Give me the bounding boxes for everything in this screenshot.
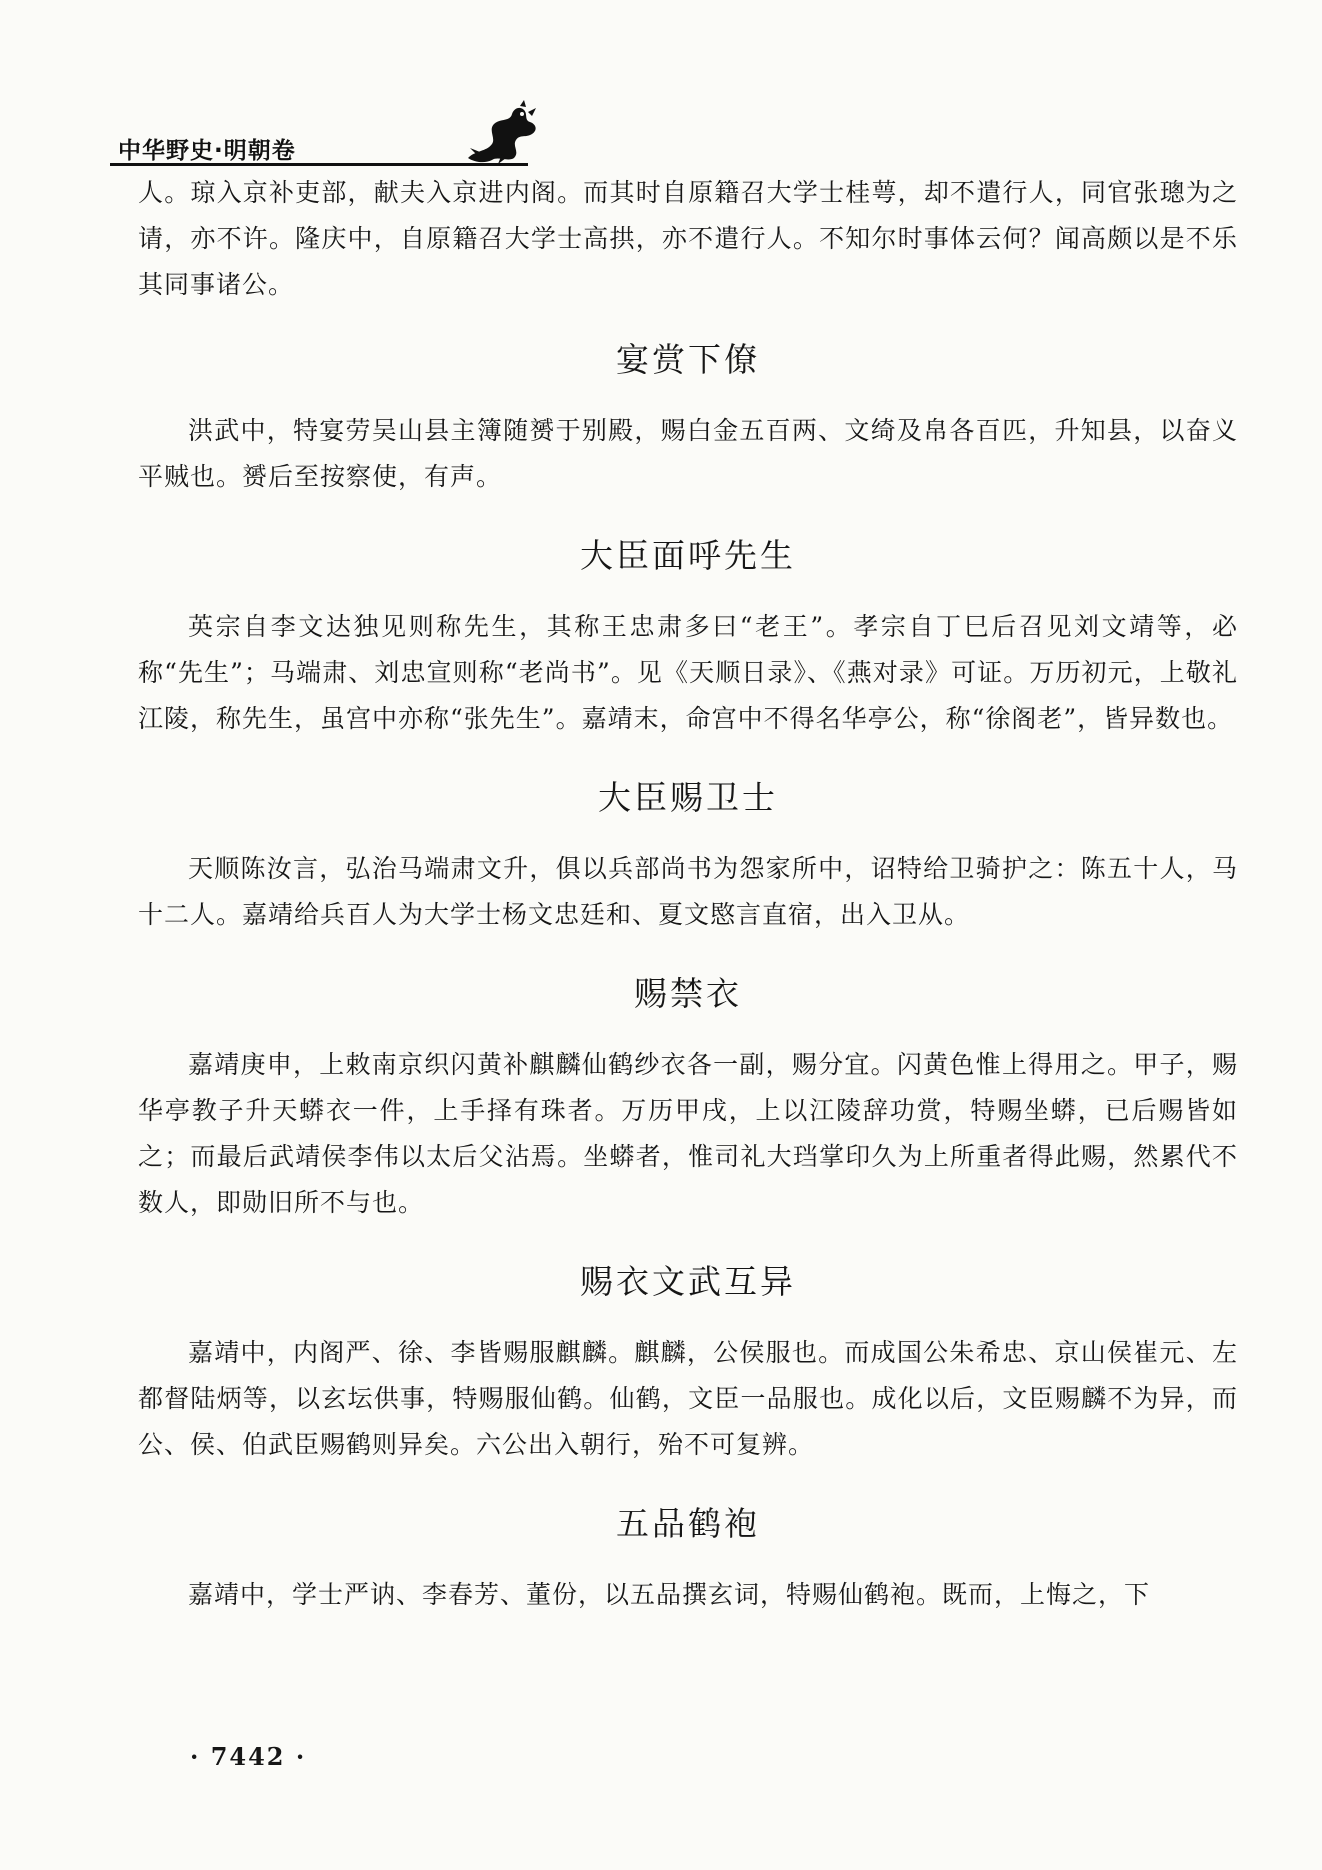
dragon-emblem-icon: [458, 100, 542, 164]
section-text: 英宗自李文达独见则称先生，其称王忠肃多曰“老王”。孝宗自丁巳后召见刘文靖等，必称“先生”；马端肃、刘忠宣则称“老尚书”。见《天顺日录》、《燕对录》可证。万历初元，上敬礼江陵，称先生，虽宫中亦称“张先生”。嘉靖末，命宫中不得名华亭公，称“徐阁老”，皆异数也。: [138, 612, 1238, 733]
section-title: 五品鹤袍: [616, 1504, 760, 1543]
section-title: 赐禁衣: [634, 974, 742, 1013]
section-text: 嘉靖庚申，上敕南京织闪黄补麒麟仙鹤纱衣各一副，赐分宜。闪黄色惟上得用之。甲子，赐华亭教子升天蟒衣一件，上手择有珠者。万历甲戌，上以江陵辞功赏，特赐坐蟒，已后赐皆如之；而最后武靖侯李伟以太后父沾焉。坐蟒者，惟司礼大珰掌印久为上所重者得此赐，然累代不数人，即勋旧所不与也。: [138, 1050, 1238, 1217]
intro-paragraph: 人。琼入京补吏部，献夫入京进内阁。而其时自原籍召大学士桂萼，却不遣行人，同官张璁为之请，亦不许。隆庆中，自原籍召大学士高拱，亦不遣行人。不知尔时事体云何？闻高颇以是不乐其同事诸公。: [138, 178, 1238, 299]
section-text: 嘉靖中，学士严讷、李春芳、董份，以五品撰玄词，特赐仙鹤袍。既而，上悔之，下: [188, 1580, 1151, 1609]
section-text: 天顺陈汝言，弘治马端肃文升，俱以兵部尚书为怨家所中，诏特给卫骑护之：陈五十人，马十二人。嘉靖给兵百人为大学士杨文忠廷和、夏文愍言直宿，出入卫从。: [138, 854, 1238, 929]
section-title: 大臣赐卫士: [598, 778, 778, 817]
page-body: [138, 170, 1238, 1618]
section-title: 赐衣文武互异: [580, 1262, 796, 1301]
section-text: 嘉靖中，内阁严、徐、李皆赐服麒麟。麒麟，公侯服也。而成国公朱希忠、京山侯崔元、左都督陆炳等，以玄坛供事，特赐服仙鹤。仙鹤，文臣一品服也。成化以后，文臣赐麟不为异，而公、侯、伯武臣赐鹤则异矣。六公出入朝行，殆不可复辨。: [138, 1338, 1238, 1459]
section-title: 大臣面呼先生: [580, 536, 796, 575]
book-title: 中华野史·明朝卷: [118, 138, 296, 164]
section-title: 宴赏下僚: [616, 340, 760, 379]
page-number: · 7442 ·: [190, 1742, 307, 1771]
section-text: 洪武中，特宴劳吴山县主簿随赟于别殿，赐白金五百两、文绮及帛各百匹，升知县，以奋义平贼也。赟后至按察使，有声。: [138, 416, 1238, 491]
